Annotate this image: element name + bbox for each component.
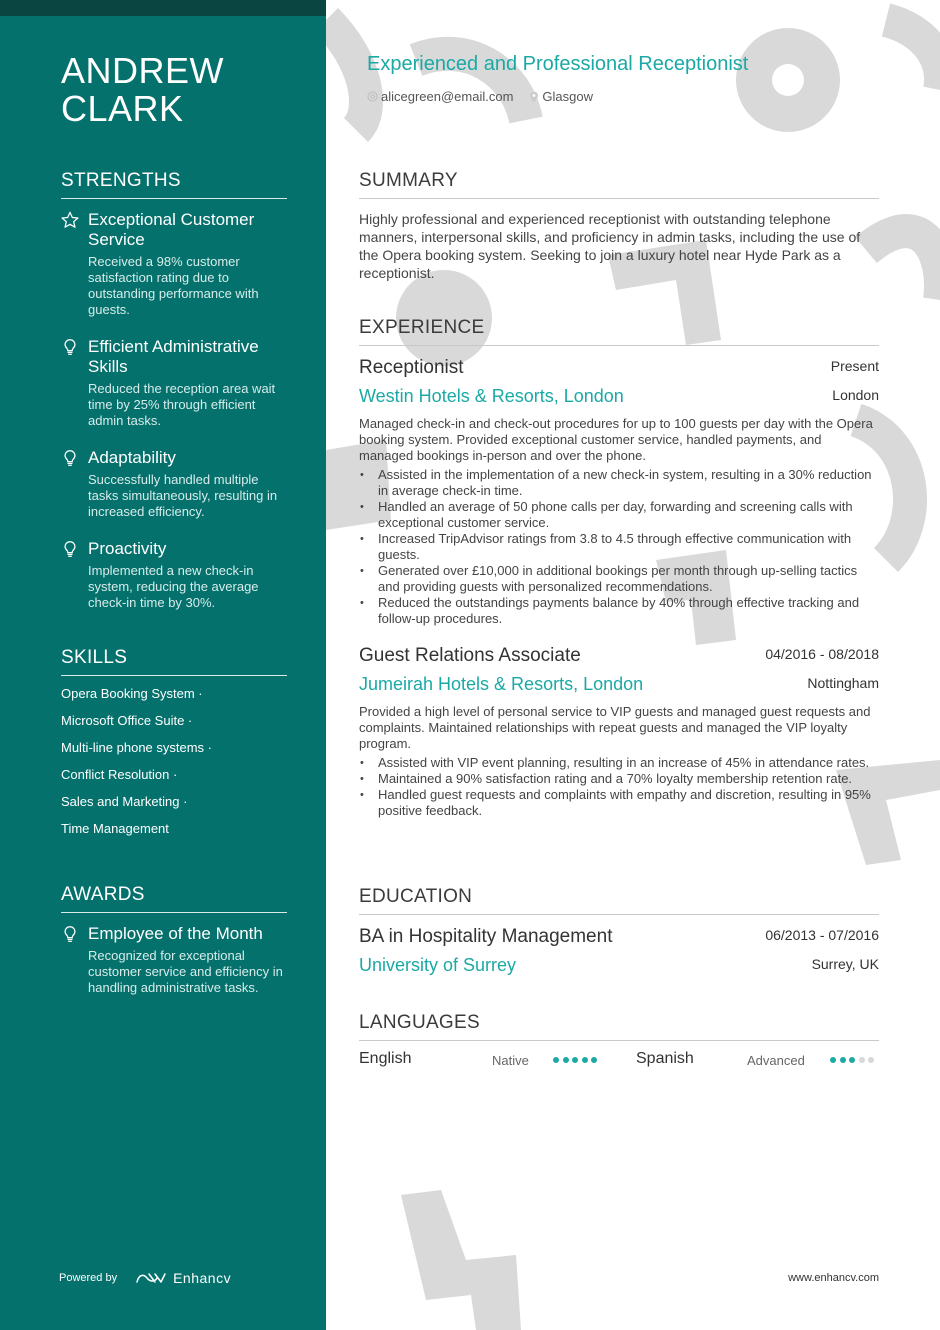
powered-by-label: Powered by [59, 1272, 118, 1284]
degree-title: BA in Hospitality Management [359, 926, 613, 947]
education-date: 06/2013 - 07/2016 [765, 927, 879, 943]
strength-title: Proactivity [88, 539, 167, 558]
enhancv-logo[interactable] [135, 1270, 231, 1286]
job-location: Nottingham [807, 675, 879, 691]
job-date: Present [830, 358, 879, 374]
star-icon [61, 211, 79, 229]
rating-dot [582, 1057, 588, 1063]
rating-dot [572, 1057, 578, 1063]
awards-title: AWARDS [61, 884, 287, 913]
rating-dot [849, 1057, 855, 1063]
strength-item [61, 337, 287, 429]
lightbulb-icon [61, 338, 79, 356]
education-location: Surrey, UK [811, 956, 879, 972]
email-contact[interactable] [367, 89, 513, 104]
job-role: Guest Relations Associate [359, 645, 581, 666]
location-contact [529, 89, 593, 104]
school-name: University of Surrey [359, 955, 517, 975]
rating-dot [840, 1057, 846, 1063]
job-tagline: Experienced and Professional Receptionist [367, 53, 749, 75]
award-item [61, 924, 287, 996]
at-sign-icon [367, 91, 378, 102]
achievement-item: • Maintained a 90% satisfaction rating and a 70% loyalty membership retention rate. [359, 771, 879, 787]
achievement-item: • Reduced the outstandings payments balance by 40% through effective tracking and follow-up procedures. [359, 595, 879, 627]
skill-item: Opera Booking System · [61, 686, 203, 701]
website-link[interactable]: www.enhancv.com [788, 1272, 879, 1284]
skill-item: Microsoft Office Suite · [61, 713, 193, 728]
achievement-item: • Increased TripAdvisor ratings from 3.8 to 4.5 through effective communication with guests. [359, 531, 879, 563]
job-date: 04/2016 - 08/2018 [765, 646, 879, 662]
experience-title: EXPERIENCE [359, 317, 879, 346]
email-text: alicegreen@email.com [381, 89, 514, 104]
language-rating [553, 1057, 601, 1063]
rating-dot [859, 1057, 865, 1063]
sidebar-top-bar [0, 0, 326, 16]
achievement-item: • Assisted with VIP event planning, resulting in an increase of 45% in attendance rates. [359, 755, 879, 771]
achievement-item: • Handled an average of 50 phone calls per day, forwarding and screening calls with exceptional customer service. [359, 499, 879, 531]
language-name: Spanish [636, 1050, 694, 1067]
contact-info [367, 89, 609, 104]
language-rating [830, 1057, 878, 1063]
location-pin-icon [529, 91, 539, 103]
skill-item: Time Management [61, 821, 169, 836]
powered-by-footer [59, 1270, 231, 1286]
enhancv-logo-icon [135, 1271, 167, 1285]
job-location: London [832, 387, 879, 403]
enhancv-brand-name: Enhancv [173, 1270, 232, 1286]
achievement-item: • Assisted in the implementation of a new check-in system, resulting in a 30% reduction in average check-in time. [359, 467, 879, 499]
rating-dot [830, 1057, 836, 1063]
rating-dot [591, 1057, 597, 1063]
strengths-title: STRENGTHS [61, 170, 287, 199]
lightbulb-icon [61, 540, 79, 558]
job-description: Provided a high level of personal service to VIP guests and managed guest requests and complaints. Maintained relationships with repeat guests and managed the VIP loyalty program. [359, 704, 871, 751]
strength-desc: Reduced the reception area wait time by 25% through efficient admin tasks. [88, 381, 276, 428]
achievement-item: • Handled guest requests and complaints with empathy and discretion, resulting in 95% positive feedback. [359, 787, 879, 819]
strength-item [61, 210, 287, 318]
strength-title: Efficient Administrative Skills [88, 337, 259, 376]
candidate-name: ANDREW CLARK [61, 50, 224, 129]
award-title: Employee of the Month [88, 924, 263, 943]
strength-item [61, 539, 287, 611]
skill-item: Multi-line phone systems · [61, 740, 212, 755]
job-company: Westin Hotels & Resorts, London [359, 386, 624, 406]
skills-list [61, 686, 287, 848]
location-text: Glasgow [542, 89, 593, 104]
summary-title: SUMMARY [359, 170, 879, 199]
sidebar [0, 0, 326, 1330]
education-title: EDUCATION [359, 886, 879, 915]
award-desc: Recognized for exceptional customer service and efficiency in handling administrative tasks. [88, 948, 283, 995]
job-company: Jumeirah Hotels & Resorts, London [359, 674, 644, 694]
language-level: Advanced [747, 1053, 805, 1068]
lightbulb-icon [61, 925, 79, 943]
rating-dot [563, 1057, 569, 1063]
rating-dot [868, 1057, 874, 1063]
job-description: Managed check-in and check-out procedures for up to 100 guests per day with the Opera booking system. Provided exceptional customer service, handled payments, and managed bookings in-person and over the phone. [359, 416, 873, 463]
job-role: Receptionist [359, 357, 464, 378]
language-level: Native [492, 1053, 529, 1068]
strength-title: Adaptability [88, 448, 176, 467]
language-name: English [359, 1050, 412, 1067]
languages-title: LANGUAGES [359, 1012, 879, 1041]
strength-title: Exceptional Customer Service [88, 210, 255, 249]
job-achievements [359, 467, 879, 627]
summary-text: Highly professional and experienced receptionist with outstanding telephone manners, interpersonal skills, and proficiency in admin tasks, including the use of the Opera booking system. Seeking to join a luxury hotel near Hyde Park as a receptionist. [359, 211, 861, 281]
skill-item: Conflict Resolution · [61, 767, 178, 782]
job-achievements [359, 755, 879, 819]
strength-desc: Received a 98% customer satisfaction rating due to outstanding performance with guests. [88, 254, 259, 317]
skills-title: SKILLS [61, 647, 287, 676]
strength-desc: Implemented a new check-in system, reducing the average check-in time by 30%. [88, 563, 259, 610]
strength-item [61, 448, 287, 520]
achievement-item: • Generated over £10,000 in additional bookings per month through up-selling tactics and providing guests with personalized recommendations. [359, 563, 879, 595]
skill-item: Sales and Marketing · [61, 794, 188, 809]
strength-desc: Successfully handled multiple tasks simultaneously, resulting in increased efficiency. [88, 472, 278, 519]
lightbulb-icon [61, 449, 79, 467]
languages-row [359, 1050, 879, 1074]
rating-dot [553, 1057, 559, 1063]
